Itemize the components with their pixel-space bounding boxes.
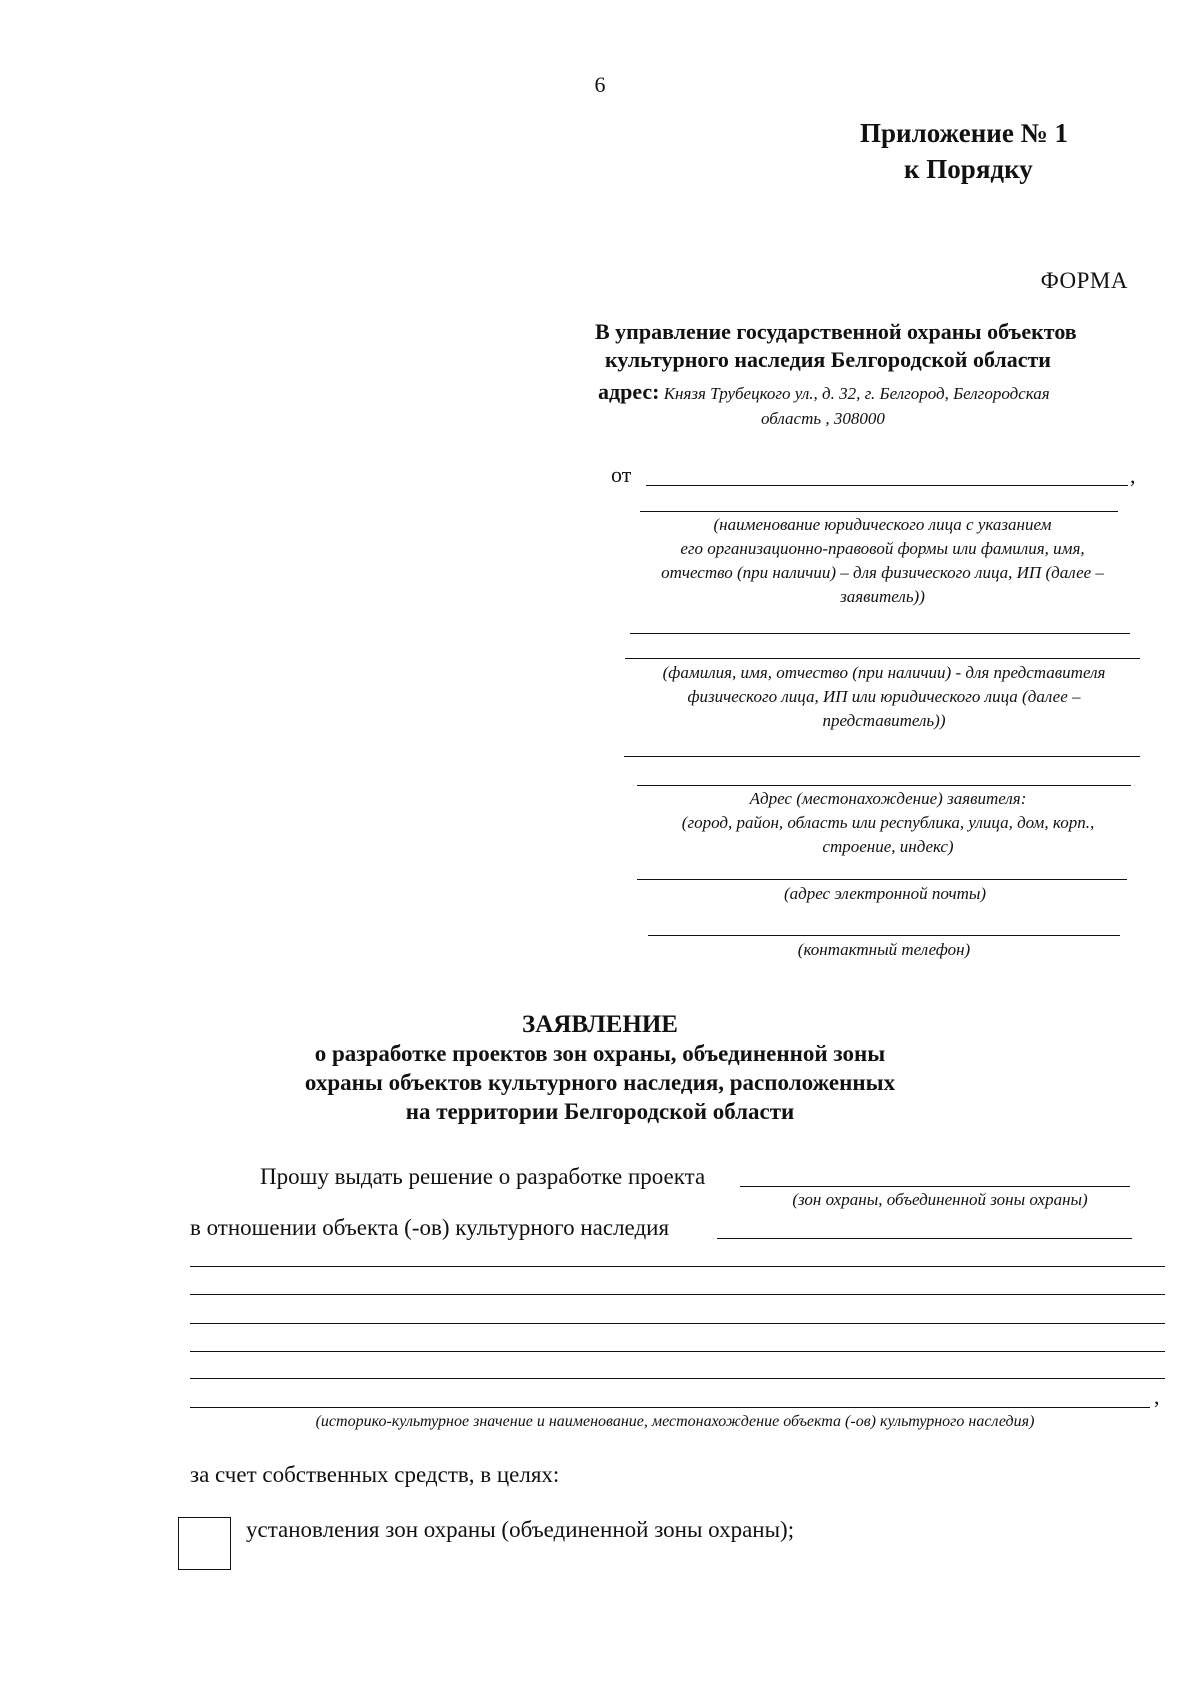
funds-text: за счет собственных средств, в целях: [190, 1462, 560, 1487]
email-field[interactable] [637, 879, 1127, 880]
phone-field[interactable] [648, 935, 1120, 936]
project-type-caption: (зон охраны, объединенной зоны охраны) [792, 1190, 1088, 1209]
from-label: от [611, 462, 632, 487]
object-details-line-5[interactable] [190, 1378, 1165, 1379]
address-field[interactable] [624, 756, 1140, 757]
title-line-4: на территории Белгородской области [405, 1099, 795, 1124]
phone-caption: (контактный телефон) [797, 940, 971, 959]
applicant-caption [605, 513, 1160, 609]
object-details-line-1[interactable] [190, 1266, 1165, 1267]
object-details-line-6[interactable] [190, 1407, 1150, 1408]
representative-field[interactable] [630, 633, 1130, 634]
caption-line: заявитель)) [840, 587, 925, 606]
appendix-number: Приложение № 1 [860, 118, 1068, 148]
object-details-line-2[interactable] [190, 1294, 1165, 1295]
request-text: Прошу выдать решение о разработке проекта [260, 1164, 706, 1189]
object-field[interactable] [717, 1238, 1132, 1239]
email-caption: (адрес электронной почты) [783, 884, 987, 903]
applicant-comma: , [1130, 463, 1136, 488]
address-label: адрес: [598, 379, 660, 404]
caption-line: физического лица, ИП или юридического лица (далее – [687, 687, 1081, 706]
caption-line: (фамилия, имя, отчество (при наличии) - для представителя [662, 663, 1106, 682]
page-number: 6 [594, 72, 606, 97]
address-caption [618, 787, 1158, 859]
object-text: в отношении объекта (-ов) культурного наследия [190, 1215, 670, 1240]
address-line-1: Князя Трубецкого ул., д. 32, г. Белгород, Белгородская [659, 384, 1050, 403]
form-label: ФОРМА [1040, 268, 1128, 293]
appendix-reference: к Порядку [904, 154, 1033, 184]
appendix-heading [860, 115, 1200, 187]
representative-caption [605, 661, 1163, 733]
caption-line: отчество (при наличии) – для физического лица, ИП (далее – [661, 563, 1104, 582]
title-line-2: о разработке проектов зон охраны, объединенной зоны [314, 1041, 886, 1066]
title-line-3: охраны объектов культурного наследия, расположенных [304, 1070, 896, 1095]
representative-field-2[interactable] [625, 658, 1140, 659]
recipient-line-2: культурного наследия Белгородской области [605, 347, 1051, 372]
applicant-name-field[interactable] [646, 485, 1128, 486]
object-comma: , [1154, 1384, 1160, 1409]
caption-line: представитель)) [822, 711, 946, 730]
recipient-line-1: В управление государственной охраны объектов [595, 319, 1077, 344]
option-1-checkbox[interactable] [178, 1517, 231, 1570]
address-field-2[interactable] [637, 785, 1131, 786]
caption-line: строение, индекс) [822, 837, 954, 856]
recipient-address [598, 379, 1158, 431]
application-title [0, 1010, 1200, 1126]
address-line-2: область , 308000 [761, 409, 885, 428]
applicant-name-field-2[interactable] [640, 511, 1118, 512]
caption-line: его организационно-правовой формы или фамилия, имя, [680, 539, 1085, 558]
object-caption: (историко-культурное значение и наименование, местонахождение объекта (-ов) культурного наследия) [315, 1413, 1035, 1430]
option-1-label: установления зон охраны (объединенной зоны охраны); [246, 1517, 795, 1542]
caption-line: (наименование юридического лица с указанием [713, 515, 1052, 534]
caption-line: (город, район, область или республика, улица, дом, корп., [681, 813, 1095, 832]
object-details-line-4[interactable] [190, 1351, 1165, 1352]
object-details-line-3[interactable] [190, 1323, 1165, 1324]
recipient-block [595, 318, 1155, 374]
title-heading: ЗАЯВЛЕНИЕ [522, 1011, 678, 1038]
project-type-field[interactable] [740, 1186, 1130, 1187]
caption-line: Адрес (местонахождение) заявителя: [749, 789, 1027, 808]
